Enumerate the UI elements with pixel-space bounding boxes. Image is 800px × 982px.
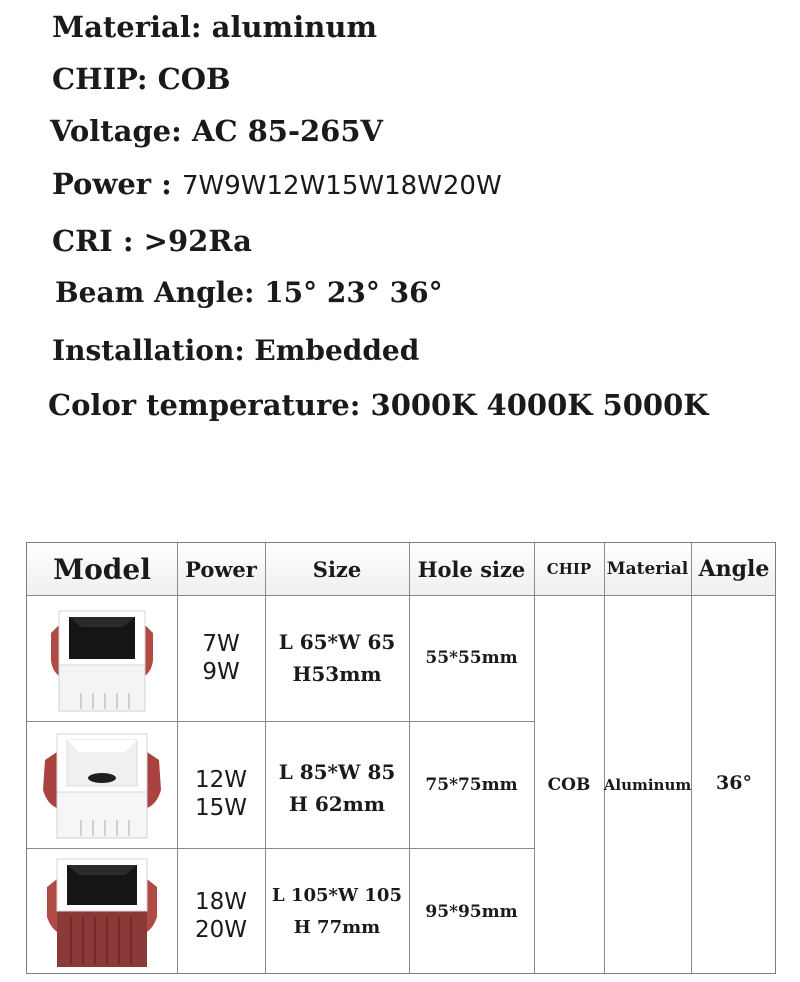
- header-model: Model: [53, 552, 151, 586]
- power-value: 20W: [194, 916, 247, 943]
- row-2-power: [177, 721, 265, 848]
- size-dimensions: L 85*W 85: [278, 759, 396, 784]
- spec-material-label: Material:: [52, 10, 202, 44]
- spec-power-label: Power :: [52, 167, 172, 201]
- spec-installation-value: Embedded: [254, 334, 420, 367]
- spec-voltage-label: Voltage:: [50, 114, 182, 148]
- size-height: H53mm: [292, 662, 382, 686]
- power-value: 18W: [194, 888, 247, 915]
- spec-installation: [52, 334, 419, 367]
- header-size: Size: [312, 556, 362, 582]
- spec-voltage: [50, 114, 383, 148]
- row-1-hole-size: 55*55mm: [425, 648, 518, 668]
- power-value: 9W: [202, 659, 240, 685]
- row-1-size: [265, 595, 409, 721]
- spec-power-value: 7W9W12W15W18W20W: [181, 171, 502, 201]
- row-1-power: [177, 595, 265, 721]
- chip-value: COB: [547, 775, 591, 795]
- power-value: 12W: [194, 766, 247, 793]
- header-power: Power: [185, 556, 257, 582]
- row-2-size: [265, 721, 409, 848]
- spec-color-temp-label: Color temperature:: [48, 388, 361, 422]
- spec-cri: [52, 224, 252, 258]
- power-value: 7W: [202, 631, 240, 657]
- spec-cri-label: CRI :: [52, 224, 134, 258]
- spec-color-temperature: [48, 388, 708, 422]
- downlight-image-small: [37, 603, 167, 715]
- row-3-power: [177, 848, 265, 975]
- downlight-image-large: [37, 855, 167, 969]
- size-height: H 62mm: [288, 791, 385, 816]
- downlight-image-medium: [35, 728, 169, 842]
- spec-chip-label: CHIP:: [52, 62, 148, 96]
- angle-value: 36°: [716, 772, 752, 794]
- row-3-size: [265, 848, 409, 975]
- spec-chip: [52, 62, 231, 96]
- spec-table: [26, 542, 776, 974]
- spec-installation-label: Installation:: [52, 334, 245, 367]
- size-height: H 77mm: [293, 916, 381, 938]
- header-chip: CHIP: [546, 560, 592, 578]
- spec-voltage-value: AC 85-265V: [191, 114, 384, 148]
- row-3-hole-size: 95*95mm: [425, 901, 518, 922]
- spec-beam-value: 15° 23° 36°: [264, 276, 443, 309]
- header-material: Material: [606, 559, 689, 579]
- size-dimensions: L 105*W 105: [272, 884, 402, 906]
- spec-material: [52, 10, 377, 44]
- spec-material-value: aluminum: [211, 10, 378, 44]
- spec-beam-angle: [55, 276, 443, 309]
- spec-color-temp-value: 3000K 4000K 5000K: [370, 388, 709, 422]
- spec-power: [52, 167, 502, 201]
- header-angle: Angle: [698, 556, 770, 582]
- spec-beam-label: Beam Angle:: [55, 276, 255, 309]
- spec-cri-value: >92Ra: [143, 224, 252, 258]
- row-2-hole-size: 75*75mm: [425, 774, 518, 795]
- header-hole-size: Hole size: [417, 556, 526, 582]
- material-value: Aluminum: [603, 776, 692, 794]
- size-dimensions: L 65*W 65: [278, 630, 396, 654]
- spec-chip-value: COB: [157, 62, 231, 96]
- power-value: 15W: [194, 794, 247, 821]
